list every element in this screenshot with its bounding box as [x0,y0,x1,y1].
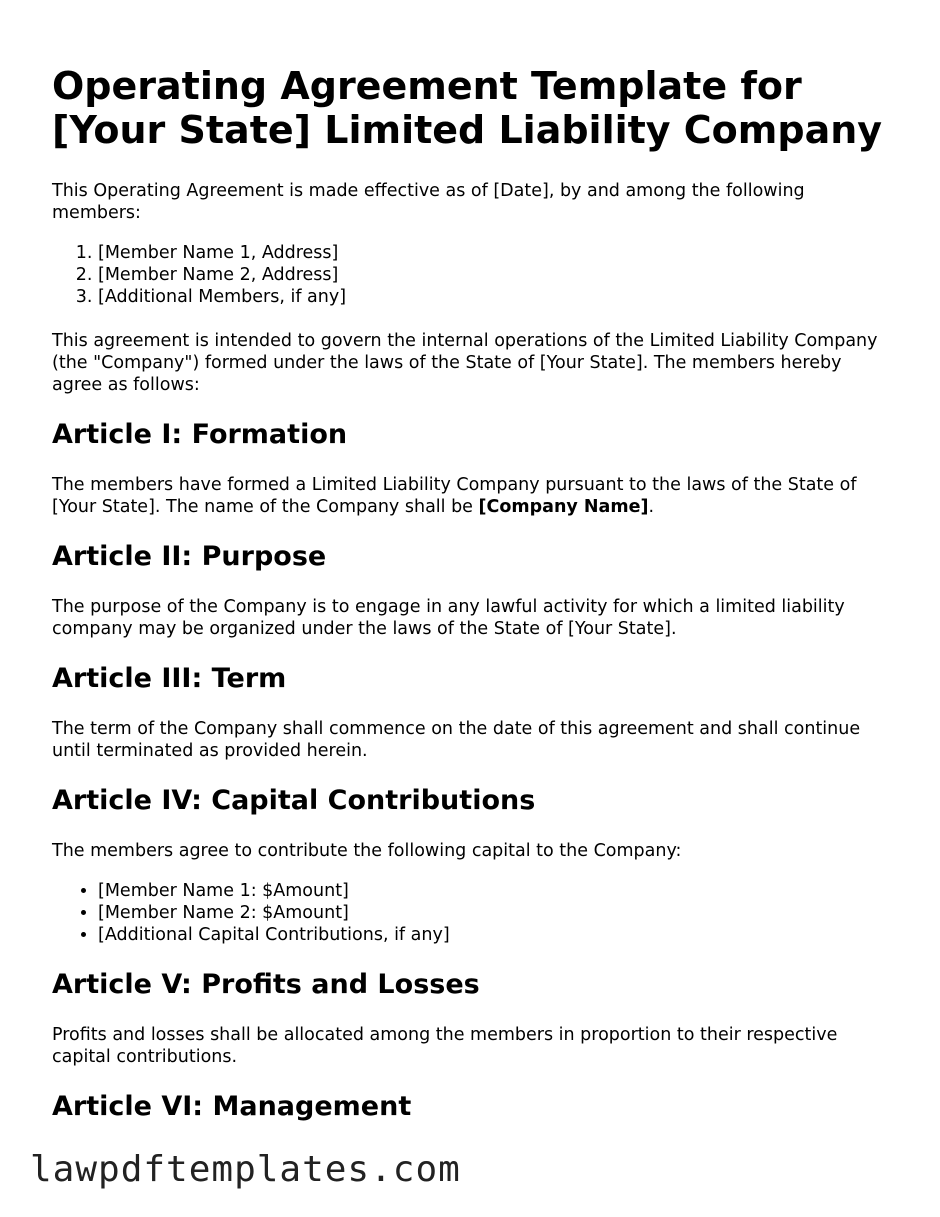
list-item: • [Additional Capital Contributions, if any] [98,924,888,946]
purpose-intro-paragraph: This agreement is intended to govern the internal operations of the Limited Liability Company (the "Company") formed under the laws of the State of [Your State]. The members hereby agree as follows: [52,331,878,395]
capital-contributions-list [52,880,888,946]
article-profits-text: Profits and losses shall be allocated among the members in proportion to their respective capital contributions. [52,1025,838,1067]
article-management-heading: Article VI: Management [52,1091,412,1122]
document-page [52,64,888,1146]
list-item: • [Member Name 2: $Amount] [98,902,888,924]
members-list [52,242,888,308]
list-item: • [Member Name 1: $Amount] [98,880,888,902]
article-formation-heading: Article I: Formation [52,419,348,450]
article-purpose-text: The purpose of the Company is to engage in any lawful activity for which a limited liability company may be organized under the laws of the State of [Your State]. [52,597,845,639]
document-title: Operating Agreement Template for [Your State] Limited Liability Company [52,64,883,152]
list-item: 2. [Member Name 2, Address] [98,264,888,286]
watermark-text: lawpdftemplates.com [30,1149,461,1190]
intro-paragraph: This Operating Agreement is made effective as of [Date], by and among the following members: [52,181,805,223]
list-item: 1. [Member Name 1, Address] [98,242,888,264]
list-item: 3. [Additional Members, if any] [98,286,888,308]
formation-text-start: The members have formed a Limited Liability Company pursuant to the laws of the State of [Your State]. The name of the Company shall be [52,475,857,517]
article-term-text: The term of the Company shall commence on the date of this agreement and shall continue until terminated as provided herein. [52,719,861,761]
company-name-placeholder: [Company Name] [478,497,649,517]
article-formation-text [52,474,888,518]
article-purpose-heading: Article II: Purpose [52,541,327,572]
article-capital-text: The members agree to contribute the following capital to the Company: [52,841,682,861]
article-term-heading: Article III: Term [52,663,287,694]
article-profits-heading: Article V: Profits and Losses [52,969,480,1000]
formation-text-end: . [648,497,655,517]
article-capital-heading: Article IV: Capital Contributions [52,785,536,816]
